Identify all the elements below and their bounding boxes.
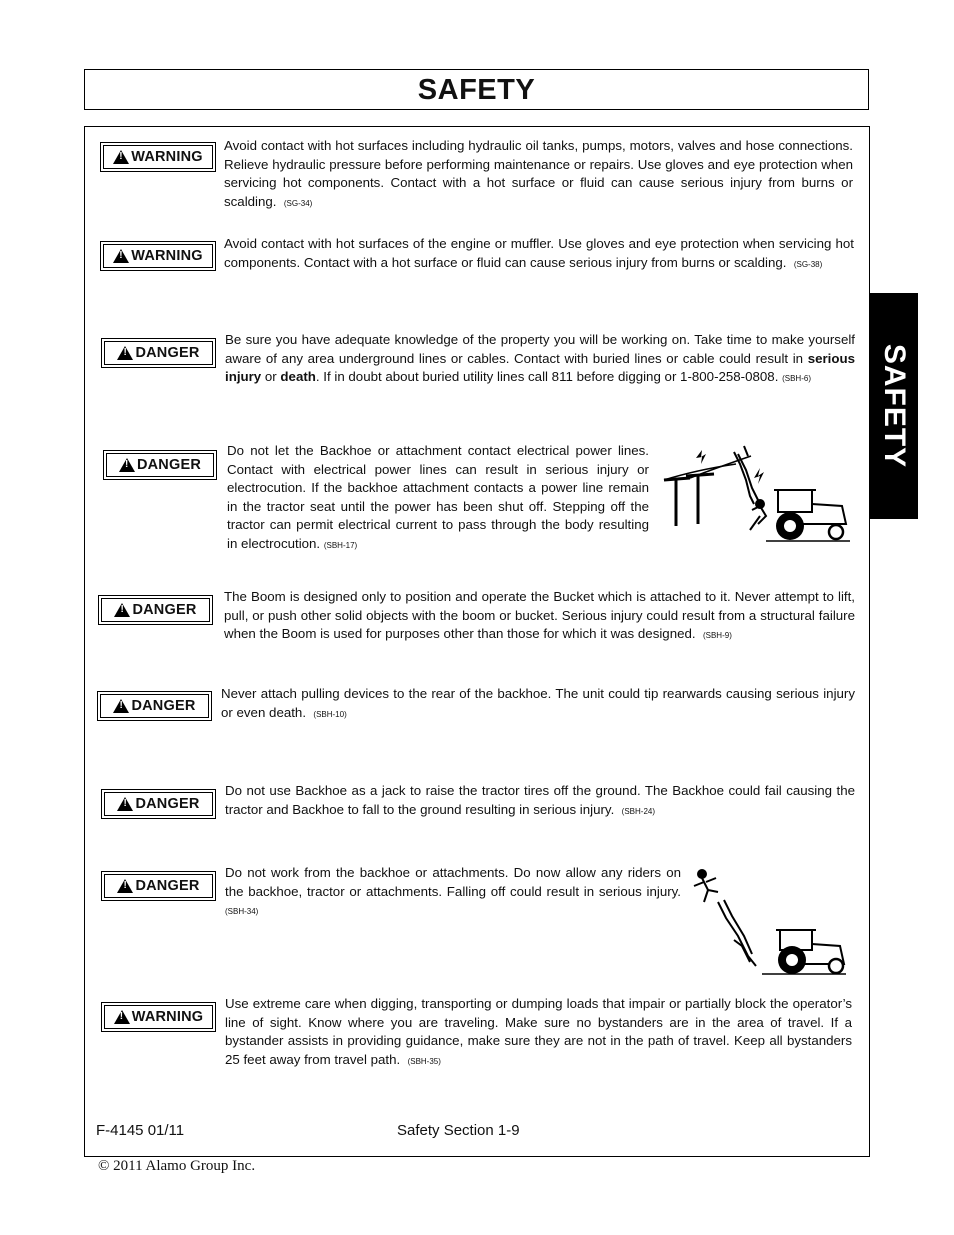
message-text: The Boom is designed only to position and operate the Bucket which is attached to it. Never attempt to lift, pull, or push other solid objects with the boom or bucket. Serious injury could result from a structural failure when the Boom is used for purposes other than those for which it was designed.	[224, 589, 855, 642]
section-side-tab	[869, 293, 918, 519]
badge-label: WARNING	[131, 149, 203, 165]
warning-badge	[100, 241, 216, 271]
badge-label: DANGER	[131, 698, 196, 714]
copyright: © 2011 Alamo Group Inc.	[98, 1158, 256, 1174]
message-code: (SBH-6)	[782, 374, 811, 384]
danger-badge	[101, 338, 216, 368]
alert-triangle-icon	[117, 346, 133, 360]
safety-message	[227, 442, 649, 556]
message-text: Do not use Backhoe as a jack to raise the tractor tires off the ground. The Backhoe could fail causing the tractor and Backhoe to fall to the ground resulting in serious injury.	[225, 783, 855, 817]
safety-message	[225, 864, 681, 922]
message-text: Do not let the Backhoe or attachment contact electrical power lines. Contact with electrical power lines can result in serious injury or electrocution. If the backhoe attachment contacts a power line remain in the tractor seat until the power has been shut off. Stepping off the tractor can permit electrical current to pass through the body resulting in electrocution.	[227, 443, 649, 551]
safety-message	[221, 685, 855, 724]
alert-triangle-icon	[113, 699, 129, 713]
page-title: SAFETY	[417, 74, 536, 106]
message-code: (SBH-10)	[313, 709, 347, 719]
header-box	[84, 69, 869, 110]
message-code: (SBH-34)	[225, 907, 259, 917]
danger-badge	[101, 871, 216, 901]
safety-message	[225, 331, 855, 389]
alert-triangle-icon	[113, 150, 129, 164]
footer-section: Safety Section 1-9	[397, 1122, 520, 1139]
alert-triangle-icon	[119, 458, 135, 472]
alert-triangle-icon	[113, 249, 129, 263]
footer-form-number: F-4145 01/11	[96, 1122, 185, 1139]
safety-message	[225, 995, 852, 1071]
safety-message	[224, 137, 853, 213]
message-code: (SBH-24)	[621, 806, 656, 816]
danger-badge	[98, 595, 213, 625]
badge-label: DANGER	[135, 878, 200, 894]
message-text: Be sure you have adequate knowledge of the property you will be working on. Take time to make yourself aware of any area underground lines or cables. Contact with buried lines or cable could result in	[225, 332, 855, 366]
message-text: Avoid contact with hot surfaces including hydraulic oil tanks, pumps, motors, valves and hose connections. Relieve hydraulic pressure before performing maintenance or repairs. Use gloves and eye protection when servicing hot components. Contact with a hot surface or fluid can cause serious injury from burns or scalding.	[224, 138, 853, 209]
alert-triangle-icon	[114, 1010, 130, 1024]
alert-triangle-icon	[114, 603, 130, 617]
safety-message	[224, 588, 855, 646]
message-text: or	[261, 369, 281, 385]
alert-triangle-icon	[117, 879, 133, 893]
badge-label: DANGER	[132, 602, 197, 618]
message-text: Never attach pulling devices to the rear of the backhoe. The unit could tip rearwards causing serious injury or even death.	[221, 686, 855, 720]
message-code: (SG-34)	[283, 198, 313, 208]
message-code: (SG-38)	[793, 259, 823, 269]
badge-label: DANGER	[135, 345, 200, 361]
badge-label: WARNING	[131, 1009, 204, 1025]
safety-message	[225, 782, 855, 821]
message-code: (SBH-35)	[407, 1056, 441, 1066]
badge-label: WARNING	[131, 248, 203, 264]
badge-label: DANGER	[136, 457, 202, 473]
message-text: Avoid contact with hot surfaces of the engine or muffler. Use gloves and eye protection when servicing hot components. Contact with a hot surface or fluid can cause serious injury from burns or scalding.	[224, 236, 854, 270]
danger-badge	[97, 691, 212, 721]
message-text: Use extreme care when digging, transporting or dumping loads that impair or partially block the operator’s line of sight. Know where you are traveling. Make sure no bystanders are in the area of travel. If a bystander assists in providing guidance, make sure they are not in the path of travel. Keep all bystanders 25 feet away from travel path.	[225, 996, 852, 1067]
danger-badge	[101, 789, 216, 819]
message-text: . If in doubt about buried utility lines call 811 before digging or 1-800-258-0808.	[315, 369, 779, 385]
side-tab-label: SAFETY	[877, 343, 911, 469]
warning-badge	[101, 1002, 216, 1032]
message-code: (SBH-9)	[702, 631, 732, 641]
alert-triangle-icon	[117, 797, 133, 811]
message-emphasis: serious injury	[225, 350, 855, 385]
badge-label: DANGER	[135, 796, 200, 812]
danger-badge	[103, 450, 217, 480]
message-text: Do not work from the backhoe or attachments. Do now allow any riders on the backhoe, tractor or attachments. Falling off could result in serious injury.	[225, 865, 681, 899]
safety-message	[224, 235, 854, 274]
message-emphasis: death	[280, 369, 316, 385]
power-line-hazard-illustration	[656, 444, 856, 546]
warning-badge	[100, 142, 216, 172]
message-code: (SBH-17)	[323, 540, 358, 550]
rider-falling-illustration	[690, 866, 850, 978]
